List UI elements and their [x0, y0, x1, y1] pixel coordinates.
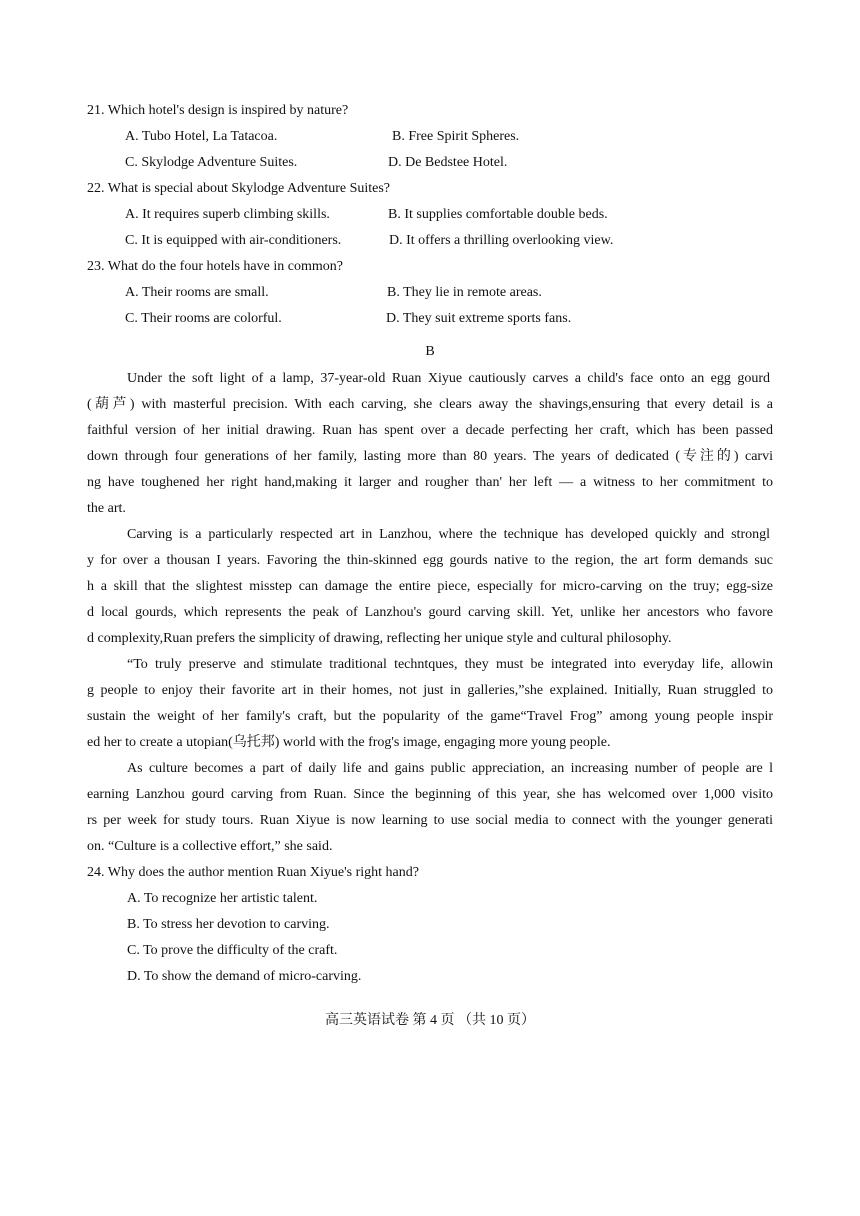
- question-21-stem: 21. Which hotel's design is inspired by nature?: [87, 103, 349, 118]
- question-22-stem: 22. What is special about Skylodge Adventure Suites?: [87, 181, 391, 196]
- passage-line: (葫芦) with masterful precision. With each carving, she clears away the shavings,ensuring that every detail is a: [87, 397, 773, 412]
- passage-line: Under the soft light of a lamp, 37-year-old Ruan Xiyue cautiously carves a child's face onto an egg gourd: [127, 371, 770, 386]
- passage-line: the art.: [87, 501, 126, 516]
- passage-line: d local gourds, which represents the peak of Lanzhou's gourd carving skill. Yet, unlike her ancestors who favore: [87, 605, 773, 620]
- passage-line: down through four generations of her family, lasting more than 80 years. The years of dedicated (专注的) carvi: [87, 449, 773, 464]
- question-24-option-d: D. To show the demand of micro-carving.: [127, 969, 362, 984]
- question-22-option-b: B. It supplies comfortable double beds.: [388, 207, 608, 222]
- passage-line: earning Lanzhou gourd carving from Ruan. Since the beginning of this year, she has welcomed over 1,000 visito: [87, 787, 773, 802]
- question-23-option-a: A. Their rooms are small.: [125, 285, 269, 300]
- passage-line: faithful version of her initial drawing. Ruan has spent over a decade perfecting her craft, which has been passed: [87, 423, 773, 438]
- question-21-option-c: C. Skylodge Adventure Suites.: [125, 155, 298, 170]
- passage-line: d complexity,Ruan prefers the simplicity of drawing, reflecting her unique style and cultural philosophy.: [87, 631, 672, 646]
- section-heading: B: [425, 344, 435, 359]
- passage-line: “To truly preserve and stimulate traditional techntques, they must be integrated into everyday life, allowin: [127, 657, 773, 672]
- question-24-stem: 24. Why does the author mention Ruan Xiyue's right hand?: [87, 865, 419, 880]
- passage-line: As culture becomes a part of daily life and gains public appreciation, an increasing number of people are l: [127, 761, 773, 776]
- passage-line: on. “Culture is a collective effort,” she said.: [87, 839, 333, 854]
- passage-line: h a skill that the slightest misstep can damage the entire piece, especially for micro-carving on the truy; egg-size: [87, 579, 773, 594]
- question-24-option-a: A. To recognize her artistic talent.: [127, 891, 318, 906]
- passage-line: Carving is a particularly respected art in Lanzhou, where the technique has developed quickly and strongl: [127, 527, 770, 542]
- question-24-option-b: B. To stress her devotion to carving.: [127, 917, 330, 932]
- passage-line: rs per week for study tours. Ruan Xiyue is now learning to use social media to connect with the younger generati: [87, 813, 773, 828]
- question-22-option-d: D. It offers a thrilling overlooking view.: [389, 233, 614, 248]
- question-24-option-c: C. To prove the difficulty of the craft.: [127, 943, 338, 958]
- question-22-option-c: C. It is equipped with air-conditioners.: [125, 233, 342, 248]
- passage-line: sustain the weight of her family's craft, but the popularity of the game“Travel Frog” among young people inspir: [87, 709, 773, 724]
- question-21-option-b: B. Free Spirit Spheres.: [392, 129, 520, 144]
- question-22-option-a: A. It requires superb climbing skills.: [125, 207, 330, 222]
- passage-line: y for over a thousan I years. Favoring the thin-skinned egg gourds native to the region, the art form demands suc: [87, 553, 773, 568]
- page-footer: 高三英语试卷 第 4 页 （共 10 页）: [325, 1013, 535, 1028]
- question-23-option-d: D. They suit extreme sports fans.: [386, 311, 572, 326]
- question-23-option-c: C. Their rooms are colorful.: [125, 311, 282, 326]
- question-21-option-a: A. Tubo Hotel, La Tatacoa.: [125, 129, 278, 144]
- question-23-stem: 23. What do the four hotels have in common?: [87, 259, 343, 274]
- question-21-option-d: D. De Bedstee Hotel.: [388, 155, 508, 170]
- question-23-option-b: B. They lie in remote areas.: [387, 285, 542, 300]
- passage-line: ed her to create a utopian(乌托邦) world with the frog's image, engaging more young people.: [87, 735, 611, 750]
- passage-line: g people to enjoy their favorite art in their homes, not just in galleries,”she explained. Initially, Ruan struggled to: [87, 683, 773, 698]
- passage-line: ng have toughened her right hand,making it larger and rougher than' her left — a witness to her commitment to: [87, 475, 773, 490]
